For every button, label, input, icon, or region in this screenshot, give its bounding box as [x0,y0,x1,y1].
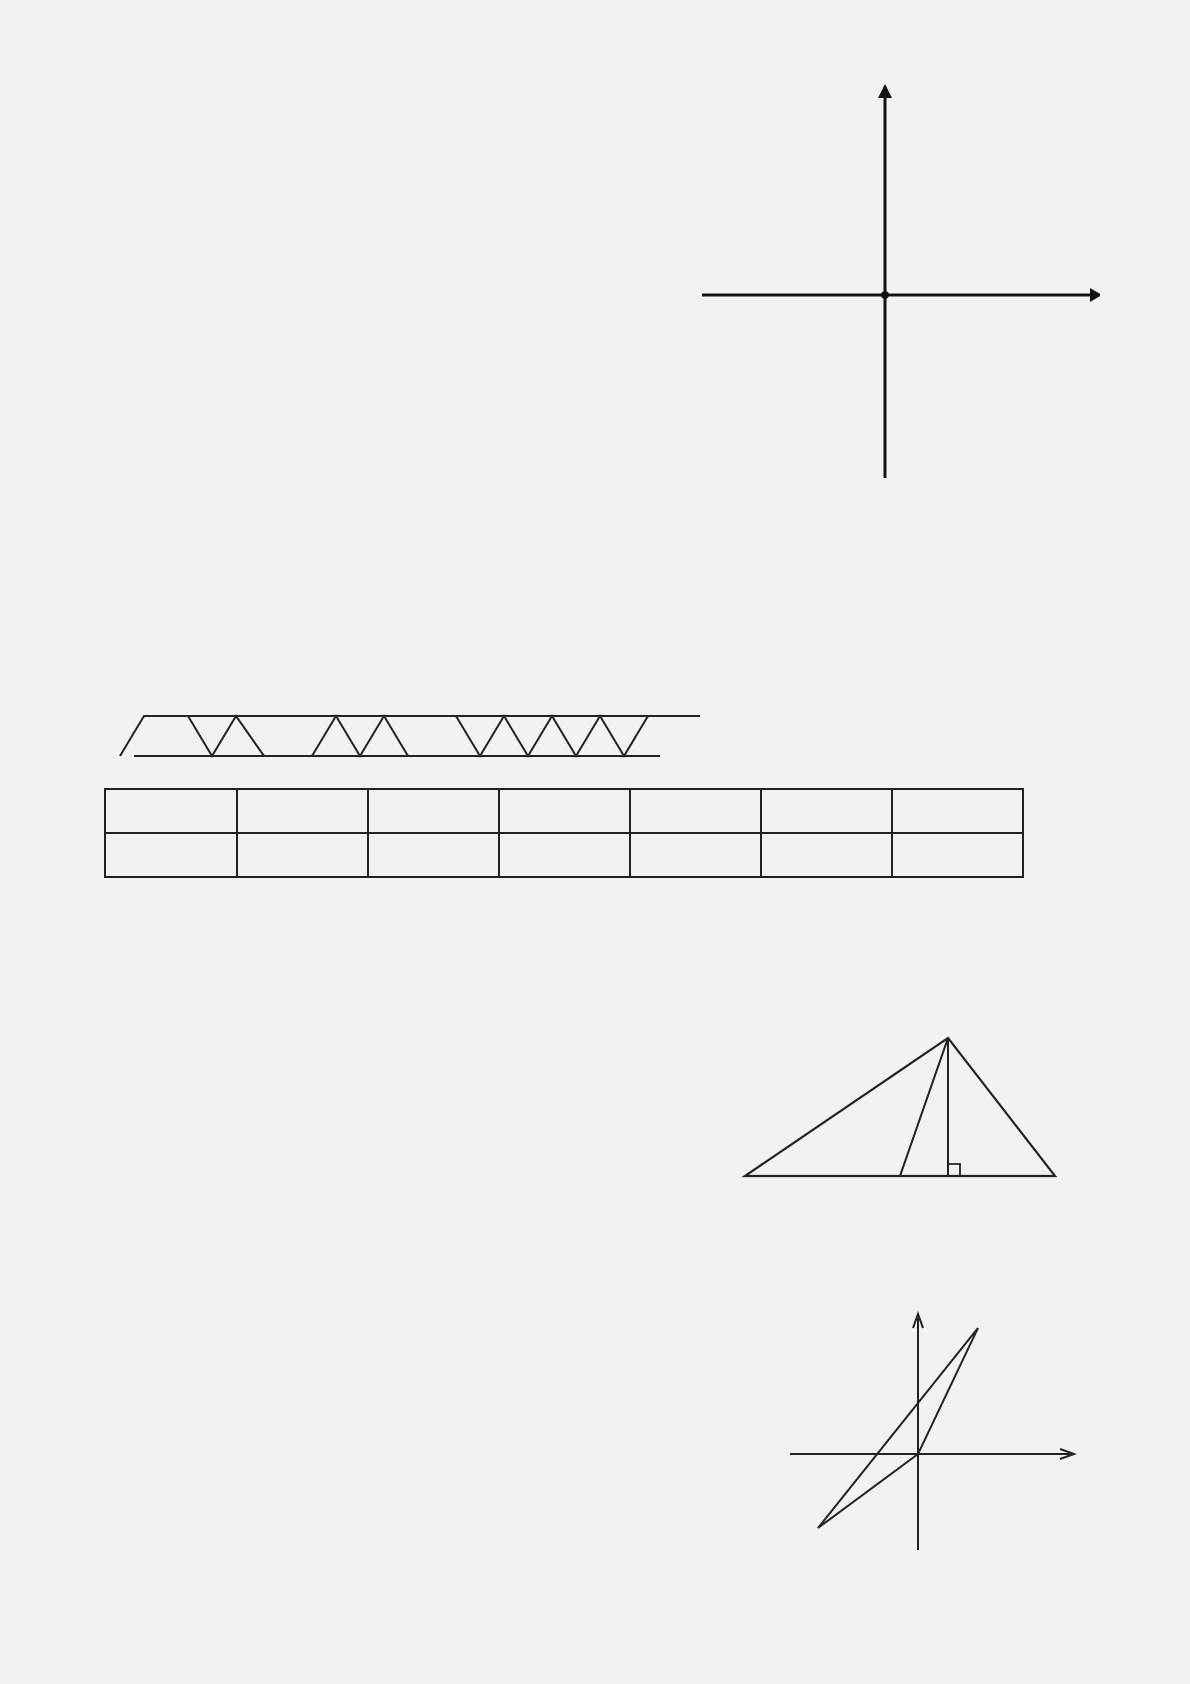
table-cell [630,833,761,877]
table-row-count [105,789,1023,833]
triangle-abc-height-figure [730,1010,1090,1220]
table-cell [892,789,1023,833]
table-head-perimeter [105,833,237,877]
table-cell [237,789,368,833]
table-cell [499,833,630,877]
table-cell [630,789,761,833]
fig19-line-ab [818,1328,978,1528]
y-axis-arrow-icon [878,84,892,98]
coordinate-grid-figure [690,78,1100,488]
table-cell [761,789,892,833]
table-cell [499,789,630,833]
table-cell [892,833,1023,877]
segment-ad [900,1038,948,1176]
table-cell [761,833,892,877]
table-row-perimeter [105,833,1023,877]
table-cell [368,833,499,877]
trapezoid-chain-segments [188,716,700,756]
table-cell [368,789,499,833]
q17-data-table [104,788,1024,878]
right-angle-mark [948,1164,960,1176]
q16 [80,408,98,420]
x-axis-arrow-icon [1090,288,1100,302]
trapezoid-chain-figure [100,686,740,786]
triangle-outline [745,1038,1055,1176]
line-through-ab-figure [780,1300,1090,1560]
origin-dot [881,291,889,299]
table-head-count [105,789,237,833]
table-cell [237,833,368,877]
